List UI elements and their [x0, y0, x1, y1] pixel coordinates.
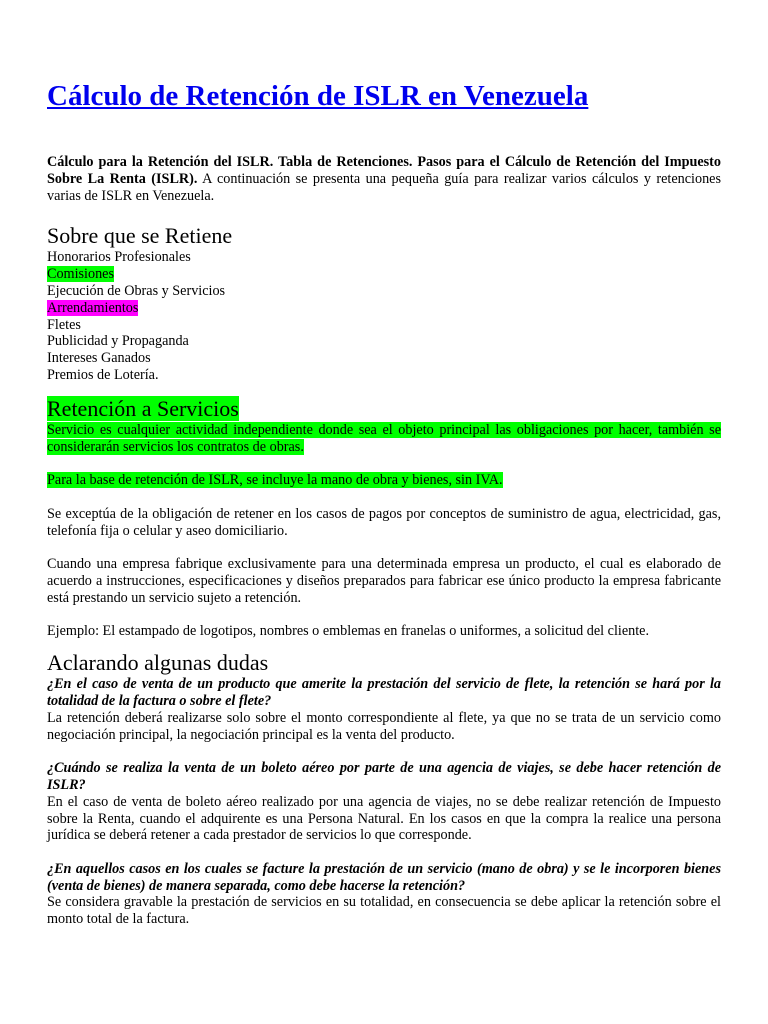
- list-item: [47, 266, 721, 283]
- document-content: [47, 78, 721, 928]
- question-3: ¿En aquellos casos en los cuales se facture la prestación de un servicio (mano de obra) y se le incorporen bienes (venta de bienes) de manera separada, como debe hacerse la retención?: [47, 860, 721, 894]
- servicios-fabrication: Cuando una empresa fabrique exclusivamente para una determinada empresa un producto, el cual es elaborado de acuerdo a instrucciones, especificaciones y diseños preparados para fabricar ese único producto la empresa fabricante está prestando un servicio sujeto a retención.: [47, 556, 721, 606]
- answer-2: En el caso de venta de boleto aéreo realizado por una agencia de viajes, no se debe realizar retención de Impuesto sobre la Renta, cuando el adquirente es una Persona Natural. En los casos en que la compra la realice una persona jurídica se deberá retener a cada prestador de servicios lo que corresponde.: [47, 793, 721, 844]
- question-1: ¿En el caso de venta de un producto que amerite la prestación del servicio de flete, la retención se hará por la totalidad de la factura o sobre el flete?: [47, 676, 721, 709]
- list-item: Intereses Ganados: [47, 350, 151, 367]
- list-item: Fletes: [47, 316, 81, 333]
- title-link[interactable]: Cálculo de Retención de ISLR en Venezuela: [47, 80, 589, 112]
- servicios-exception: Se exceptúa de la obligación de retener en los casos de pagos por conceptos de suministro de agua, electricidad, gas, telefonía fija o celular y aseo domiciliario.: [47, 505, 721, 539]
- intro-text: A continuación se presenta una pequeña guía para realizar varios cálculos y retenciones varias de ISLR en Venezuela.: [47, 170, 721, 204]
- servicios-base-note: Para la base de retención de ISLR, se incluye la mano de obra y bienes, sin IVA.: [47, 472, 503, 489]
- list-item: Publicidad y Propaganda: [47, 333, 189, 350]
- heading-sobre: Sobre que se Retiene: [47, 223, 233, 249]
- list-item: Premios de Lotería.: [47, 366, 159, 383]
- heading-servicios: Retención a Servicios: [47, 395, 239, 421]
- answer-1: La retención deberá realizarse solo sobre el monto correspondiente al flete, ya que no se trata de un servicio como negociación principal, la negociación principal es la venta del producto.: [47, 709, 721, 743]
- list-item: Ejecución de Obras y Servicios: [47, 282, 226, 299]
- intro-paragraph: [47, 154, 721, 204]
- question-2: ¿Cuándo se realiza la venta de un boleto aéreo por parte de una agencia de viajes, se debe hacer retención de ISLR?: [47, 760, 721, 793]
- page-title: [47, 78, 721, 114]
- answer-3: Se considera gravable la prestación de servicios en su totalidad, en consecuencia se debe aplicar la retención sobre el monto total de la factura.: [47, 894, 721, 928]
- list-item: Honorarios Profesionales: [47, 249, 191, 266]
- intro-bold: Cálculo para la Retención del ISLR. Tabla de Retenciones. Pasos para el Cálculo de Retención del Impuesto Sobre La Renta (ISLR).: [47, 154, 721, 187]
- heading-dudas: Aclarando algunas dudas: [47, 650, 269, 676]
- list-item: [47, 300, 721, 317]
- servicios-example: Ejemplo: El estampado de logotipos, nombres o emblemas en franelas o uniformes, a solicitud del cliente.: [47, 623, 650, 640]
- servicios-definition: Servicio es cualquier actividad independiente donde sea el objeto principal las obligaciones por hacer, también se considerarán servicios los contratos de obras.: [47, 421, 721, 455]
- highlighted-item-comisiones: Comisiones: [47, 266, 115, 283]
- retention-items-list: [47, 249, 721, 383]
- highlighted-item-arrendamientos: Arrendamientos: [47, 299, 139, 316]
